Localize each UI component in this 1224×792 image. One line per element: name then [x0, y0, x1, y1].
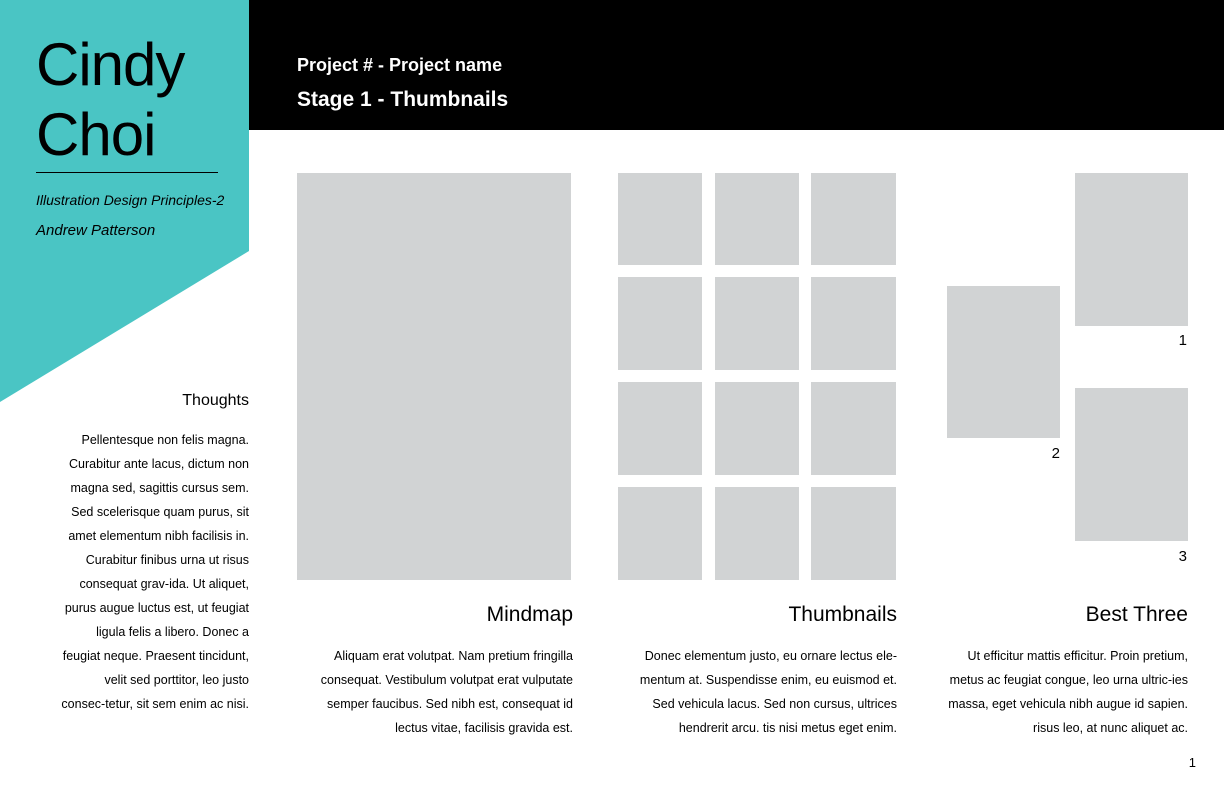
thumbnail-placeholder	[715, 487, 799, 580]
thumbnail-placeholder	[715, 382, 799, 475]
stage-title: Stage 1 - Thumbnails	[297, 88, 509, 111]
thumbnail-placeholder	[715, 173, 799, 265]
thumbnail-placeholder	[715, 277, 799, 370]
thumbnail-placeholder	[618, 277, 702, 370]
thumbnails-heading: Thumbnails	[788, 603, 897, 626]
page-number: 1	[1188, 755, 1196, 770]
best-pick-2-placeholder	[947, 286, 1060, 438]
thoughts-heading: Thoughts	[182, 392, 249, 409]
best-pick-1-label: 1	[1178, 332, 1187, 349]
mindmap-heading: Mindmap	[486, 603, 573, 626]
thumbnails-text: Donec elementum justo, eu ornare lectus ele-mentum at. Suspendisse enim, eu euismod et. Sed vehicula lacus. Sed non cursus, ultrices hendrerit arcu. tis nisi metus eget enim.	[639, 649, 897, 735]
mindmap-text: Aliquam erat volutpat. Nam pretium fringilla consequat. Vestibulum volutpat erat vulputate semper faucibus. Sed nibh est, consequat id lectus vitae, facilisis gravida est.	[320, 649, 573, 735]
best-pick-3-placeholder	[1075, 388, 1188, 541]
best-pick-1-placeholder	[1075, 173, 1188, 326]
thoughts-text: Pellentesque non felis magna. Curabitur ante lacus, dictum non magna sed, sagittis cursus sem. Sed scelerisque quam purus, sit amet elementum nibh facilisis in. Curabitur finibus urna ut risus consequat grav-ida. Ut aliquet, purus augue luctus est, ut feugiat ligula felis a libero. Donec a feugiat neque. Praesent tincidunt, velit sed porttitor, leo justo consec-tetur, sit sem enim ac nisi.	[61, 433, 249, 711]
thumbnail-placeholder	[811, 382, 896, 475]
thumbnail-placeholder	[618, 487, 702, 580]
author-name: Cindy Choi	[36, 31, 185, 168]
thumbnail-placeholder	[618, 382, 702, 475]
course-name: Illustration Design Principles-2	[36, 192, 225, 208]
best-pick-2-label: 2	[1051, 445, 1060, 462]
project-title: Project # - Project name	[297, 55, 503, 75]
thumbnail-placeholder	[811, 277, 896, 370]
best-three-heading: Best Three	[1085, 603, 1188, 626]
instructor-name: Andrew Patterson	[36, 222, 156, 239]
name-divider	[36, 172, 218, 173]
mindmap-image-placeholder	[297, 173, 571, 580]
best-three-text: Ut efficitur mattis efficitur. Proin pretium, metus ac feugiat congue, leo urna ultric-ies massa, eget vehicula nibh augue id sapien. risus leo, at nunc aliquet ac.	[948, 649, 1188, 735]
thumbnail-placeholder	[618, 173, 702, 265]
thumbnail-placeholder	[811, 173, 896, 265]
best-pick-3-label: 3	[1178, 548, 1187, 565]
thumbnail-placeholder	[811, 487, 896, 580]
